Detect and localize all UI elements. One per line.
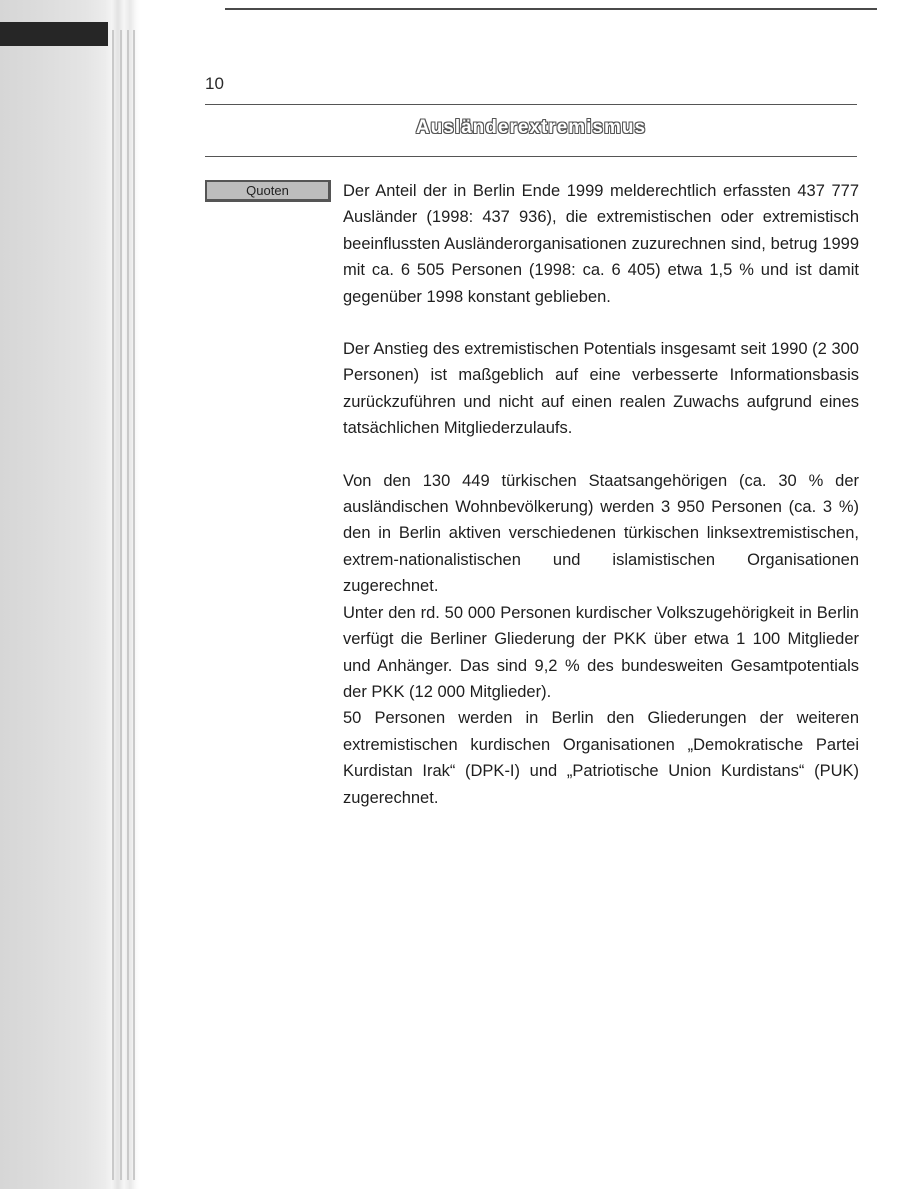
body-text bbox=[343, 178, 859, 811]
header-rule-bottom bbox=[205, 156, 857, 157]
header-rule-top bbox=[205, 104, 857, 105]
paragraph: Der Anstieg des extremistischen Potentials insgesamt seit 1990 (2 300 Personen) ist maßgeblich auf eine verbesserte Informationsbasis zurückzuführen und nicht auf einen realen Zuwachs aufgrund eines tatsächlichen Mitgliederzulaufs. bbox=[343, 340, 859, 438]
page-edge-line bbox=[120, 30, 122, 1180]
paragraph: 50 Personen werden in Berlin den Gliederungen der weiteren extremistischen kurdischen Organisationen „Demokratische Partei Kurdistan Irak“ (DPK-I) und „Patriotische Union Kurdistans“ (PUK) zugerechnet. bbox=[343, 709, 859, 807]
section-title: Ausländerextremismus bbox=[415, 117, 647, 138]
page-edge-line bbox=[127, 30, 129, 1180]
paragraph: Der Anteil der in Berlin Ende 1999 melderechtlich erfassten 437 777 Ausländer (1998: 437 936), die extremistischen oder extremistisch beeinflussten Ausländerorganisationen zuzurechnen sind, betrug 1999 mit ca. 6 505 Personen (1998: ca. 6 405) etwa 1,5 % und ist damit gegenüber 1998 konstant geblieben. bbox=[343, 182, 859, 306]
sidebar-label-quoten: Quoten bbox=[205, 180, 331, 202]
spine-black-mark bbox=[0, 22, 108, 46]
paragraph: Unter den rd. 50 000 Personen kurdischer Volkszugehörigkeit in Berlin verfügt die Berliner Gliederung der PKK über etwa 1 100 Mitglieder und Anhänger. Das sind 9,2 % des bundesweiten Gesamtpotentials der PKK (12 000 Mitglieder). bbox=[343, 603, 859, 701]
page-edge-line bbox=[112, 30, 114, 1180]
page-edge-line bbox=[133, 30, 135, 1180]
page-number: 10 bbox=[205, 74, 224, 93]
paragraph: Von den 130 449 türkischen Staatsangehörigen (ca. 30 % der ausländischen Wohnbevölkerung) werden 3 950 Personen (ca. 3 %) den in Berlin aktiven verschiedenen türkischen linksextremistischen, extrem-nationalistischen und islamistischen Organisationen zugerechnet. bbox=[343, 471, 859, 596]
top-border-rule bbox=[225, 8, 877, 10]
book-spine-edge bbox=[0, 0, 140, 1189]
